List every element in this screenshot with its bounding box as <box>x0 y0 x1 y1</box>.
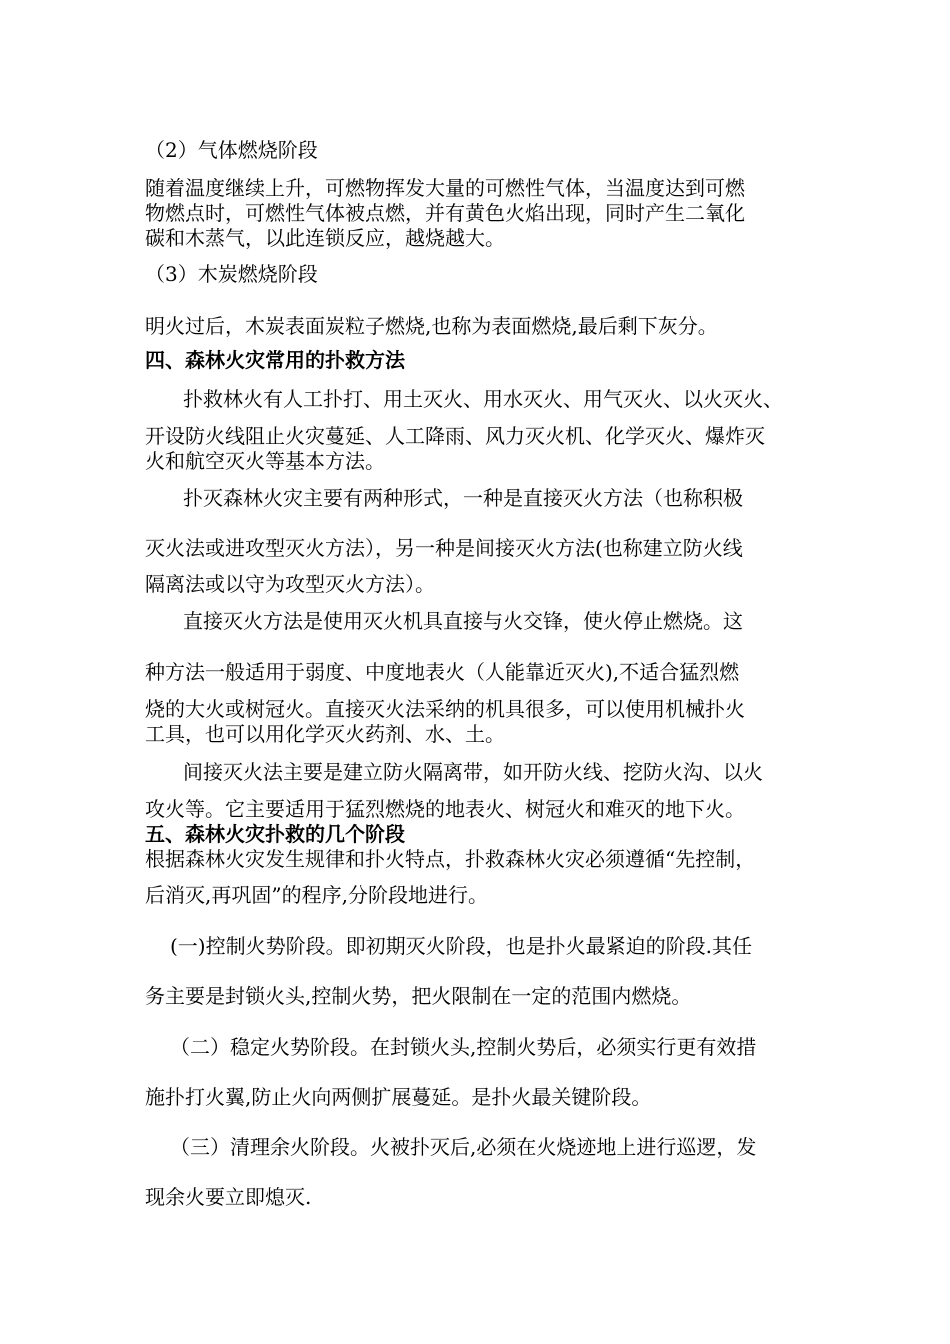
paragraph-line: 开设防火线阻止火灾蔓延、人工降雨、风力灭火机、化学灭火、爆炸灭 <box>145 424 765 448</box>
paragraph-line: 攻火等。它主要适用于猛烈燃烧的地表火、树冠火和难灭的地下火。 <box>145 797 745 821</box>
paragraph-line: 烧的大火或树冠火。直接灭火法采纳的机具很多，可以使用机械扑火 <box>145 697 745 721</box>
paragraph-line: 物燃点时，可燃性气体被点燃，并有黄色火焰出现，同时产生二氧化 <box>145 201 745 225</box>
subheading-gas-combustion: （2）气体燃烧阶段 <box>145 138 318 162</box>
stage-2-line: （二）稳定火势阶段。在封锁火头,控制火势后，必须实行更有效措 <box>170 1035 757 1059</box>
paragraph-line: 碳和木蒸气，以此连锁反应，越烧越大。 <box>145 226 505 250</box>
subheading-charcoal-combustion: （3）木炭燃烧阶段 <box>145 262 318 286</box>
section-heading-4: 四、森林火灾常用的扑救方法 <box>145 348 405 372</box>
paragraph-line: 扑灭森林火灾主要有两种形式，一种是直接灭火方法（也称积极 <box>183 486 743 510</box>
stage-3-line: （三）清理余火阶段。火被扑灭后,必须在火烧迹地上进行巡逻，发 <box>170 1135 757 1159</box>
paragraph-line: 灭火法或进攻型灭火方法），另一种是间接灭火方法(也称建立防火线 <box>145 536 743 560</box>
paragraph-line: 后消灭,再巩固”的程序,分阶段地进行。 <box>145 883 488 907</box>
paragraph-line: 现余火要立即熄灭. <box>145 1185 312 1209</box>
paragraph-line: 务主要是封锁火头,控制火势，把火限制在一定的范围内燃烧。 <box>145 984 692 1008</box>
paragraph-line: 施扑打火翼,防止火向两侧扩展蔓延。是扑火最关键阶段。 <box>145 1085 652 1109</box>
paragraph-line: 扑救林火有人工扑打、用土灭火、用水灭火、用气灭火、以火灭火、 <box>183 387 783 411</box>
paragraph-line: 直接灭火方法是使用灭火机具直接与火交锋，使火停止燃烧。这 <box>183 609 743 633</box>
paragraph-line: 工具，也可以用化学灭火药剂、水、土。 <box>145 722 505 746</box>
paragraph-line: 随着温度继续上升，可燃物挥发大量的可燃性气体，当温度达到可燃 <box>145 176 745 200</box>
paragraph-line: 间接灭火法主要是建立防火隔离带，如开防火线、挖防火沟、以火 <box>183 760 763 784</box>
paragraph-line: 隔离法或以守为攻型灭火方法）。 <box>145 572 435 596</box>
paragraph-line: 种方法一般适用于弱度、中度地表火（人能靠近灭火),不适合猛烈燃 <box>145 660 740 684</box>
paragraph-line: 火和航空灭火等基本方法。 <box>145 449 385 473</box>
paragraph-line: 根据森林火灾发生规律和扑火特点，扑救森林火灾必须遵循“先控制， <box>145 847 756 871</box>
section-heading-5: 五、森林火灾扑救的几个阶段 <box>145 822 405 846</box>
stage-1-line: (一)控制火势阶段。即初期灭火阶段，也是扑火最紧迫的阶段.其任 <box>170 934 752 958</box>
paragraph-line: 明火过后，木炭表面炭粒子燃烧,也称为表面燃烧,最后剩下灰分。 <box>145 314 718 338</box>
